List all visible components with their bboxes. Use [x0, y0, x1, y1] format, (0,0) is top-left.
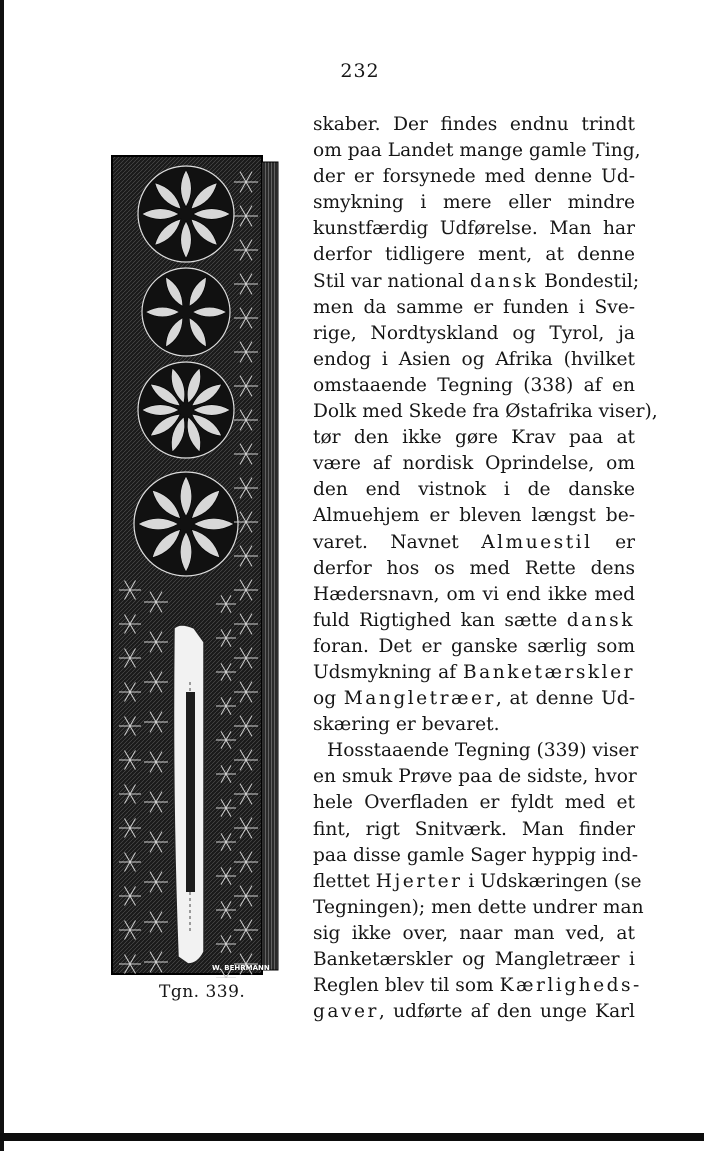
engraver-signature: W. BEHRMANN [212, 964, 270, 972]
carved-banketaerskel-illustration [108, 152, 280, 978]
text-line: Dolk med Skede fra Østafrika viser), [313, 401, 658, 423]
text-line: der er forsynede med denne Ud- [313, 166, 635, 188]
text-line: gaver, udførte af den unge Karl [313, 1001, 635, 1023]
text-line: derfor hos os med Rette dens [313, 557, 635, 579]
figure-caption: Tgn. 339. [159, 982, 246, 1002]
text-line: Reglen blev til som Kærligheds- [313, 975, 642, 997]
text-line: kunstfærdig Udførelse. Man har [313, 218, 635, 240]
text-line: omstaaende Tegning (338) af en [313, 374, 635, 396]
text-line: flettet Hjerter i Udskæringen (se [313, 870, 642, 892]
page-number: 232 [340, 60, 380, 82]
woodcut-figure [108, 152, 280, 978]
text-line: sig ikke over, naar man ved, at [313, 922, 635, 944]
text-line: Banketærskler og Mangletræer i [313, 949, 635, 970]
text-line: Udsmykning af Banketærskler [313, 661, 635, 683]
text-line: Almuehjem er bleven længst be- [313, 505, 635, 527]
text-line: varet. Navnet Almuestil er [313, 531, 635, 553]
text-line: skaber. Der findes endnu trindt [313, 114, 635, 135]
text-line: endog i Asien og Afrika (hvilket [313, 348, 635, 370]
text-line: være af nordisk Oprindelse, om [313, 453, 635, 475]
text-line: Hosstaaende Tegning (339) viser [327, 740, 639, 762]
text-line: men da samme er funden i Sve- [313, 296, 635, 318]
text-line: Stil var national dansk Bondestil; [313, 270, 640, 292]
text-line: hele Overfladen er fyldt med et [313, 792, 635, 814]
text-line: og Mangletræer, at denne Ud- [313, 688, 635, 710]
text-line: paa disse gamle Sager hyppig ind- [313, 844, 638, 866]
text-line: skæring er bevaret. [313, 714, 500, 736]
page-bottom-rule [0, 1133, 704, 1141]
body-text [313, 112, 658, 1025]
handle-shaft [186, 692, 195, 892]
text-line: derfor tidligere ment, at denne [313, 244, 635, 266]
text-line: Hædersnavn, om vi end ikke med [313, 583, 635, 605]
text-line: tør den ikke gøre Krav paa at [313, 427, 635, 449]
page-edge [0, 0, 4, 1151]
text-line: fuld Rigtighed kan sætte dansk [313, 609, 635, 631]
text-line: den end vistnok i de danske [313, 479, 635, 501]
text-line: rige, Nordtyskland og Tyrol, ja [313, 322, 635, 344]
text-line: foran. Det er ganske særlig som [313, 635, 635, 657]
text-line: Tegningen); men dette undrer man [313, 896, 644, 918]
text-line: smykning i mere eller mindre [313, 192, 635, 214]
text-line: fint, rigt Snitværk. Man finder [313, 818, 635, 840]
board-side-edge [262, 162, 278, 970]
text-line: en smuk Prøve paa de sidste, hvor [313, 766, 637, 788]
text-line: om paa Landet mange gamle Ting, [313, 140, 641, 162]
